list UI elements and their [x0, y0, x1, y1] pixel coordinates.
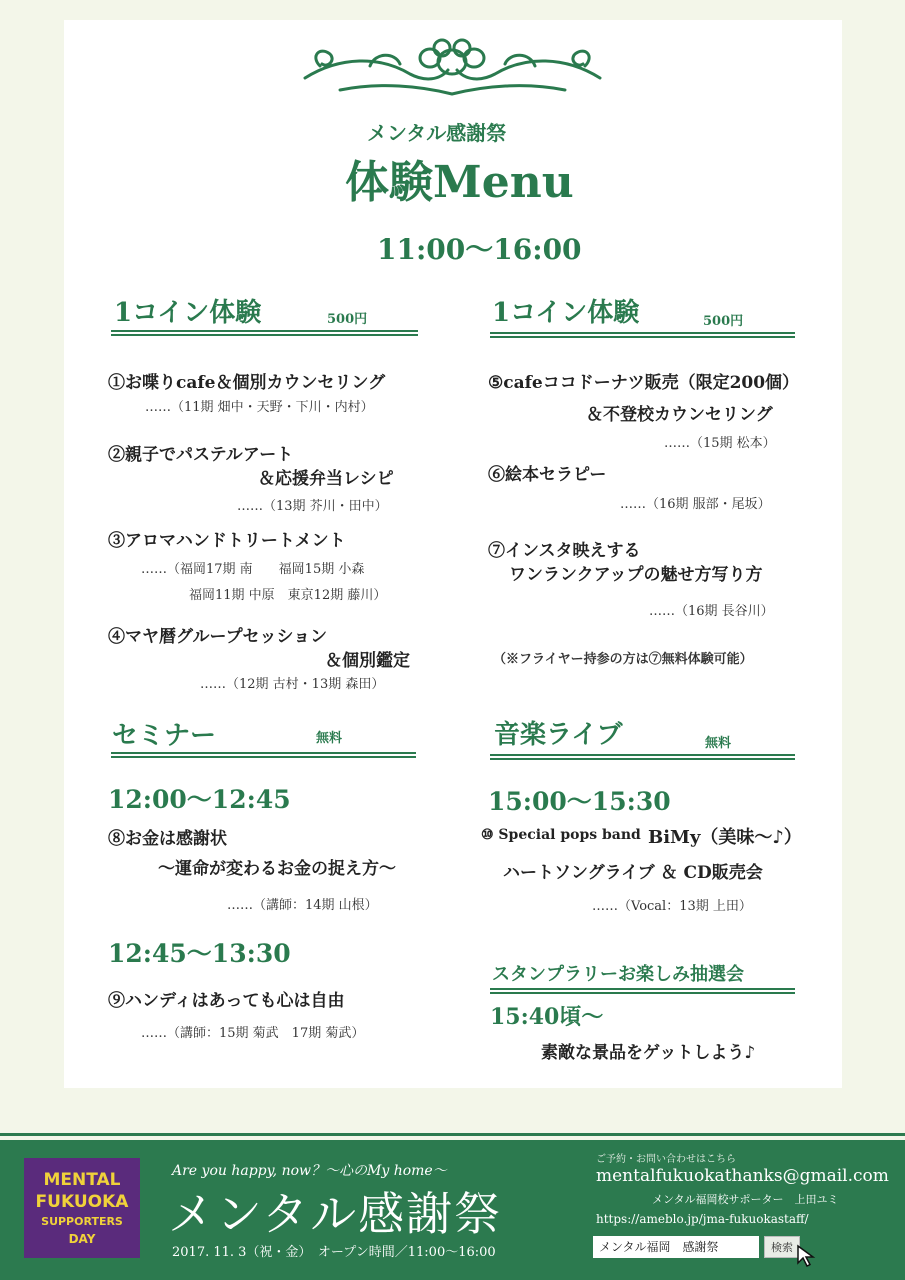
event-hours: 11:00〜16:00: [377, 233, 582, 266]
stamp-rally-time: 15:40頃〜: [490, 1004, 604, 1030]
left-coin-price: 500円: [327, 312, 368, 327]
footer: [0, 1140, 905, 1280]
menu-item-9-staff: ……（講師：15期 菊武 17期 菊武）: [141, 1026, 365, 1041]
event-subtitle: メンタル感謝祭: [367, 121, 507, 145]
section-rule: [111, 330, 418, 336]
menu-item-7-staff: ……（16期 長谷川）: [649, 604, 774, 619]
section-rule: [490, 754, 795, 760]
right-coin-title: 1コイン体験: [492, 298, 640, 328]
stamp-rally-text: 素敵な景品をゲットしよう♪: [541, 1043, 756, 1063]
mouse-pointer-icon: [796, 1244, 818, 1268]
menu-item-7-line2: ワンランクアップの魅せ方写り方: [509, 565, 763, 585]
logo-line-1: MENTAL: [43, 1170, 121, 1190]
menu-item-3-staff2: 福岡11期 中原 東京12期 藤川）: [189, 588, 387, 603]
flyer-note: （※フライヤー持参の方は⑦無料体験可能）: [493, 652, 753, 667]
live-price: 無料: [705, 736, 732, 751]
menu-item-6-staff: ……（16期 服部・尾坂）: [620, 497, 771, 512]
stamp-rally-title: スタンプラリーお楽しみ抽選会: [492, 964, 744, 985]
flourish-ornament-icon: [300, 36, 605, 98]
logo-line-2: FUKUOKA: [35, 1192, 129, 1212]
section-rule: [490, 988, 795, 994]
menu-item-7: ⑦インスタ映えする: [488, 541, 641, 561]
menu-item-2: ②親子でパステルアート: [108, 445, 294, 465]
footer-event-name: メンタル感謝祭: [168, 1187, 503, 1241]
seminar-time-1: 12:00〜12:45: [108, 785, 291, 814]
menu-item-5-staff: ……（15期 松本）: [664, 436, 776, 451]
footer-divider: [0, 1133, 905, 1136]
menu-item-4: ④マヤ暦グループセッション: [108, 627, 328, 647]
menu-item-2-line2: ＆応援弁当レシピ: [258, 469, 394, 489]
menu-item-10-band: BiMy（美味〜♪）: [648, 827, 802, 848]
supporter-name: メンタル福岡校サポーター 上田ユミ: [652, 1193, 839, 1206]
menu-item-5-line2: ＆不登校カウンセリング: [586, 405, 773, 425]
search-button[interactable]: 検索: [764, 1236, 800, 1258]
seminar-price: 無料: [316, 731, 343, 746]
menu-item-6: ⑥絵本セラピー: [488, 465, 607, 485]
footer-tagline: Are you happy, now？〜心のMy home〜: [172, 1163, 447, 1179]
seminar-time-2: 12:45〜13:30: [108, 939, 291, 968]
live-title: 音楽ライブ: [494, 720, 623, 750]
menu-item-10-line2: ハートソングライブ ＆ CD販売会: [503, 863, 763, 883]
blog-url[interactable]: https://ameblo.jp/jma-fukuokastaff/: [596, 1212, 809, 1226]
menu-item-2-staff: ……（13期 芥川・田中）: [237, 499, 388, 514]
menu-item-10-staff: ……（Vocal：13期 上田）: [592, 899, 752, 914]
menu-item-8-staff: ……（講師：14期 山根）: [227, 898, 378, 913]
menu-item-9: ⑨ハンディはあっても心は自由: [108, 991, 345, 1011]
menu-item-4-staff: ……（12期 古村・13期 森田）: [200, 677, 385, 692]
footer-date: 2017. 11. 3（祝・金） オープン時間／11:00〜16:00: [172, 1245, 496, 1260]
right-coin-price: 500円: [703, 314, 744, 329]
menu-item-1-staff: ……（11期 畑中・天野・下川・内村）: [145, 400, 374, 415]
menu-item-8: ⑧お金は感謝状: [108, 829, 227, 849]
section-rule: [111, 752, 416, 758]
left-coin-title: 1コイン体験: [114, 298, 262, 328]
menu-item-3: ③アロマハンドトリートメント: [108, 531, 346, 551]
menu-item-1: ①お喋りcafe＆個別カウンセリング: [108, 373, 386, 393]
search-input[interactable]: メンタル福岡 感謝祭: [593, 1236, 759, 1258]
menu-item-10: ⑩ Special pops band: [481, 827, 641, 843]
event-logo: [24, 1158, 140, 1258]
seminar-title: セミナー: [112, 721, 217, 751]
menu-item-3-staff: ……（福岡17期 南 福岡15期 小森: [141, 562, 365, 577]
contact-label: ご予約・お問い合わせはこちら: [596, 1154, 736, 1165]
section-rule: [490, 332, 795, 338]
page-title: 体験Menu: [345, 157, 574, 208]
logo-line-3: SUPPORTERS: [41, 1215, 123, 1228]
logo-line-4: DAY: [68, 1232, 96, 1246]
live-time: 15:00〜15:30: [488, 787, 671, 816]
contact-email[interactable]: mentalfukuokathanks@gmail.com: [596, 1166, 889, 1186]
menu-item-5: ⑤cafeココドーナツ販売（限定200個）: [488, 373, 800, 393]
menu-item-4-line2: ＆個別鑑定: [325, 651, 410, 671]
menu-item-8-line2: 〜運命が変わるお金の捉え方〜: [158, 859, 396, 879]
